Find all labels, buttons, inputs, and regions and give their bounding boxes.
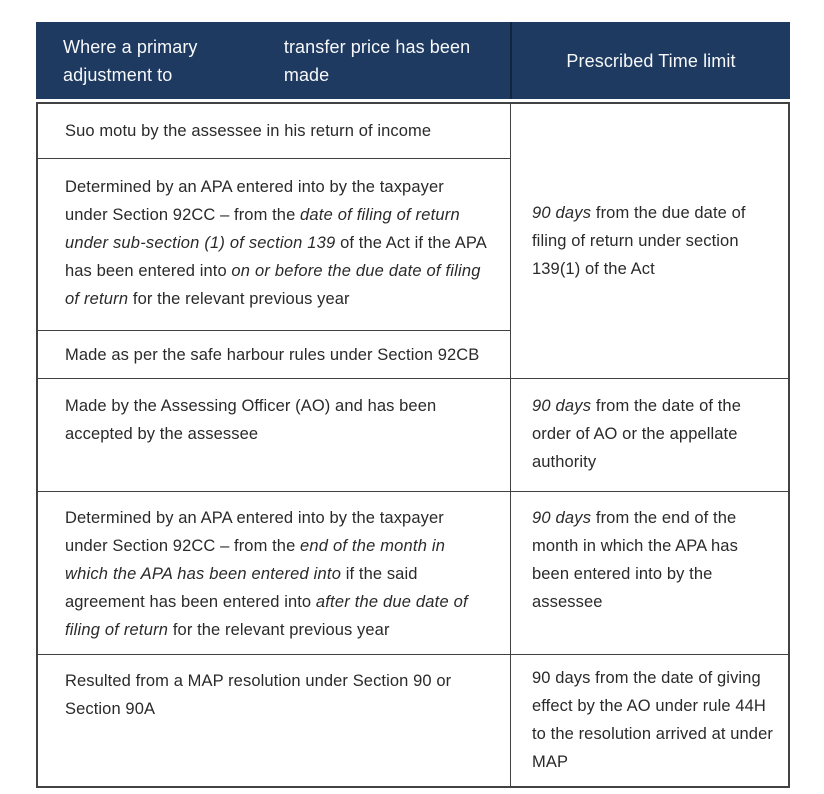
header-cell-prescribed-time-limit: Prescribed Time limit xyxy=(510,22,790,99)
cell-limit-90-days-apa-month-end: 90 days from the end of the month in which the APA has been entered into by the assessee xyxy=(510,492,788,654)
time-limit-table xyxy=(36,22,790,788)
row-apa-after-due-date: Determined by an APA entered into by the taxpayer under Section 92CC – from the end of the month in which the APA has been entered into if the said agreement has been entered into after the due date of filing of return for the relevant previous year xyxy=(65,509,468,639)
merged-right-text: 90 days from the due date of filing of return under section 139(1) of the Act xyxy=(532,204,746,278)
table-row xyxy=(38,654,788,786)
row-apa-before-due-date: Determined by an APA entered into by the taxpayer under Section 92CC – from the date of filing of return under sub-section (1) of section 139 of the Act if the APA has been entered into on or before the due date of filing of return for the relevant previous year xyxy=(38,159,510,331)
table-header-row xyxy=(36,22,790,99)
header-cell-primary-adjustment: Where a primary adjustment to transfer price has been made xyxy=(63,36,471,85)
row-ao-accepted: Made by the Assessing Officer (AO) and has been accepted by the assessee xyxy=(65,397,437,443)
cell-limit-90-days-ao-order: 90 days from the date of the order of AO or the appellate authority xyxy=(510,379,788,491)
merged-left-column xyxy=(38,104,510,378)
table-row xyxy=(38,378,788,491)
table-body xyxy=(36,102,790,788)
row-suo-motu: Suo motu by the assessee in his return of income xyxy=(38,104,510,159)
cell-limit-90-days-return-filing xyxy=(510,104,788,378)
row-safe-harbour: Made as per the safe harbour rules under Section 92CB xyxy=(65,345,480,364)
row-map-resolution: Resulted from a MAP resolution under Section 90 or Section 90A xyxy=(65,672,452,718)
table-row xyxy=(38,491,788,654)
cell-limit-90-days-rule-44h: 90 days from the date of giving effect by the AO under rule 44H to the resolution arrived at under MAP xyxy=(510,655,788,786)
merged-section xyxy=(38,104,788,378)
